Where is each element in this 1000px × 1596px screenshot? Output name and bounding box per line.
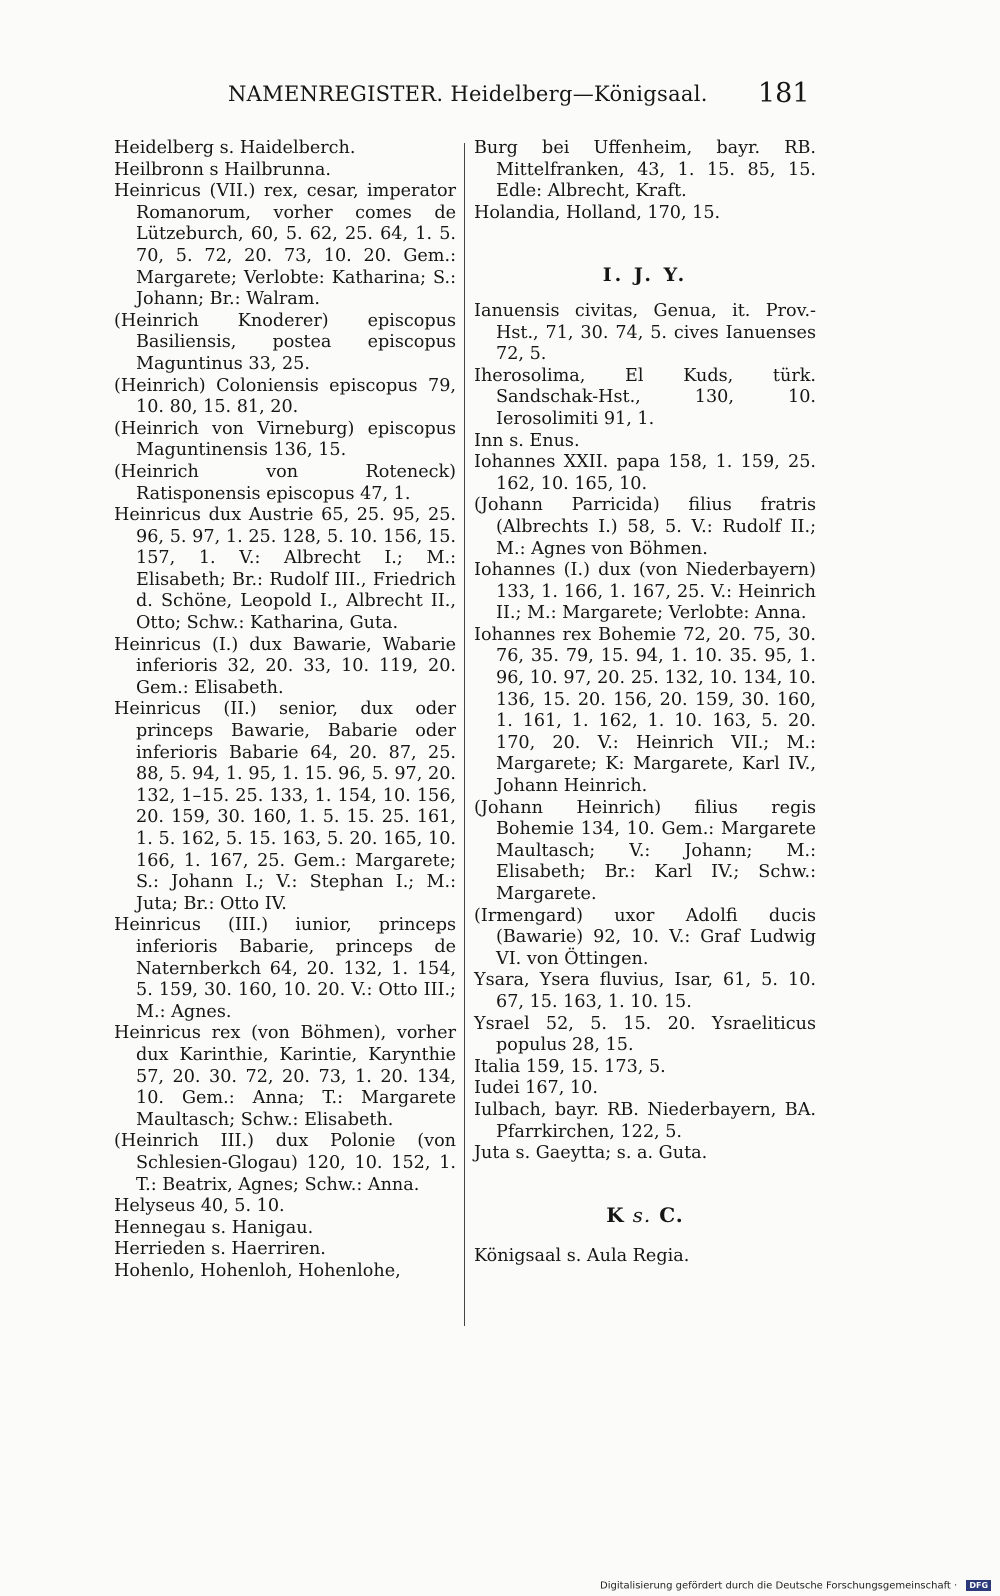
section-letter-c: C. <box>659 1202 684 1227</box>
index-entry: Juta s. Gaeytta; s. a. Guta. <box>474 1143 708 1164</box>
index-entry: Italia 159, 15. 173, 5. <box>474 1056 666 1077</box>
index-entry: Iohannes XXII. papa 158, 1. 159, 25. 162, 10. 165, 10. <box>474 452 816 494</box>
dfg-logo: DFG <box>966 1580 991 1591</box>
index-entry: Helyseus 40, 5. 10. <box>114 1196 285 1217</box>
index-entry: (Heinrich) Coloniensis episcopus 79, 10. 80, 15. 81, 20. <box>114 375 456 418</box>
page-header <box>0 78 1000 122</box>
index-entry: Herrieden s. Haerriren. <box>114 1239 326 1260</box>
section-letter-k: K <box>606 1202 625 1227</box>
index-entry: Ysara, Ysera fluvius, Isar, 61, 5. 10. 67, 15. 163, 1. 10. 15. <box>474 970 816 1012</box>
index-entry: (Johann Heinrich) filius regis Bohemie 134, 10. Gem.: Margarete Maultasch; V.: Johann; M.: Elisabeth; Br.: Karl IV.; Schw.: Margarete. <box>474 797 816 904</box>
index-entry: Hohenlo, Hohenloh, Hohenlohe, <box>114 1260 401 1281</box>
index-entry: Heinricus (VII.) rex, cesar, imperator Romanorum, vorher comes de Lützeburch, 60, 5. 62, 25. 64, 1. 5. 70, 5. 72, 20. 73, 10. 20. Gem.: Margarete; Verlobte: Katharina; S.: Johann; Br.: Walram. <box>114 181 456 310</box>
index-entry: (Heinrich von Roteneck) Ratisponensis episcopus 47, 1. <box>114 461 456 504</box>
index-entry: (Heinrich Knoderer) episcopus Basiliensis, postea episcopus Maguntinus 33, 25. <box>114 310 456 374</box>
index-entry: Ianuensis civitas, Genua, it. Prov.-Hst., 71, 30. 74, 5. cives Ianuenses 72, 5. <box>474 300 816 365</box>
index-entry: Iherosolima, El Kuds, türk. Sandschak-Hst., 130, 10. Ierosolimiti 91, 1. <box>474 365 816 429</box>
index-entry: Heilbronn s Hailbrunna. <box>114 159 331 180</box>
index-entry: Heidelberg s. Haidelberch. <box>114 138 356 158</box>
index-entry: Iudei 167, 10. <box>474 1078 598 1099</box>
index-entry: Königsaal s. Aula Regia. <box>474 1246 690 1267</box>
right-column <box>474 138 816 1268</box>
section-heading-kc <box>474 1202 816 1227</box>
index-entry: Burg bei Uffenheim, bayr. RB. Mittelfranken, 43, 1. 15. 85, 15. Edle: Albrecht, Kraft. <box>474 138 816 202</box>
index-entry: (Irmengard) uxor Adolfi ducis (Bawarie) 92, 10. V.: Graf Ludwig VI. von Öttingen. <box>474 905 816 969</box>
digitization-footer <box>600 1580 991 1592</box>
index-entry: Inn s. Enus. <box>474 430 580 451</box>
index-entry: Iohannes (I.) dux (von Niederbayern) 133, 1. 166, 1. 167, 25. V.: Heinrich II.; M.: Margarete; Verlobte: Anna. <box>474 560 816 624</box>
running-title: NAMENREGISTER. Heidelberg—Königsaal. <box>228 82 708 106</box>
index-entry: Holandia, Holland, 170, 15. <box>474 202 721 223</box>
index-entry: Ysrael 52, 5. 15. 20. Ysraeliticus populus 28, 15. <box>474 1013 816 1056</box>
left-column <box>114 138 456 1282</box>
index-entry: Heinricus dux Austrie 65, 25. 95, 25. 96, 5. 97, 1. 25. 128, 5. 10. 156, 15. 157, 1. V.: Albrecht I.; M.: Elisabeth; Br.: Rudolf III., Friedrich d. Schöne, Leopold I., Albrecht II., Otto; Schw.: Katharina, Guta. <box>114 505 456 634</box>
column-divider <box>464 143 465 1326</box>
section-see-marker: s. <box>632 1202 652 1227</box>
index-entry: Iohannes rex Bohemie 72, 20. 75, 30. 76, 35. 79, 15. 94, 1. 10. 35. 95, 1. 96, 10. 97, 20. 25. 132, 10. 134, 10. 136, 15. 20. 156, 20. 159, 30. 160, 1. 161, 1. 162, 1. 10. 163, 5. 20. 170, 20. V.: Heinrich VII.; M.: Margarete; K: Margarete, Karl IV., Johann Heinrich. <box>474 624 816 797</box>
index-entry: (Heinrich III.) dux Polonie (von Schlesien-Glogau) 120, 10. 152, 1. T.: Beatrix, Agnes; Schw.: Anna. <box>114 1131 456 1195</box>
index-entry: Heinricus rex (von Böhmen), vorher dux Karinthie, Karintie, Karynthie 57, 20. 30. 72, 20. 73, 1. 20. 134, 10. Gem.: Anna; T.: Margarete Maultasch; Schw.: Elisabeth. <box>114 1023 456 1130</box>
index-entry: Heinricus (I.) dux Bawarie, Wabarie inferioris 32, 20. 33, 10. 119, 20. Gem.: Elisabeth. <box>114 634 456 698</box>
index-entry: Heinricus (II.) senior, dux oder princeps Bawarie, Babarie oder inferioris Babarie 64, 20. 87, 25. 88, 5. 94, 1. 95, 1. 15. 96, 5. 97, 20. 132, 1–15. 25. 133, 1. 154, 10. 156, 20. 159, 30. 160, 1. 5. 15. 25. 161, 1. 5. 162, 5. 15. 163, 5. 20. 165, 10. 166, 1. 167, 25. Gem.: Margarete; S.: Johann I.; V.: Stephan I.; M.: Juta; Br.: Otto IV. <box>114 699 456 914</box>
index-entry: Hennegau s. Hanigau. <box>114 1217 314 1238</box>
section-heading-ijy: I. J. Y. <box>602 264 688 287</box>
page-number: 181 <box>758 78 810 109</box>
footer-text: Digitalisierung gefördert durch die Deutsche Forschungsgemeinschaft · <box>600 1580 958 1592</box>
index-entry: Heinricus (III.) iunior, princeps inferioris Babarie, princeps de Naternberkch 64, 20. 132, 1. 154, 5. 159, 30. 160, 10. 20. V.: Otto III.; M.: Agnes. <box>114 915 456 1022</box>
index-entry: Iulbach, bayr. RB. Niederbayern, BA. Pfarrkirchen, 122, 5. <box>474 1099 816 1142</box>
index-entry: (Johann Parricida) filius fratris (Albrechts I.) 58, 5. V.: Rudolf II.; M.: Agnes von Böhmen. <box>474 495 816 559</box>
index-entry: (Heinrich von Virneburg) episcopus Maguntinensis 136, 15. <box>114 418 456 461</box>
